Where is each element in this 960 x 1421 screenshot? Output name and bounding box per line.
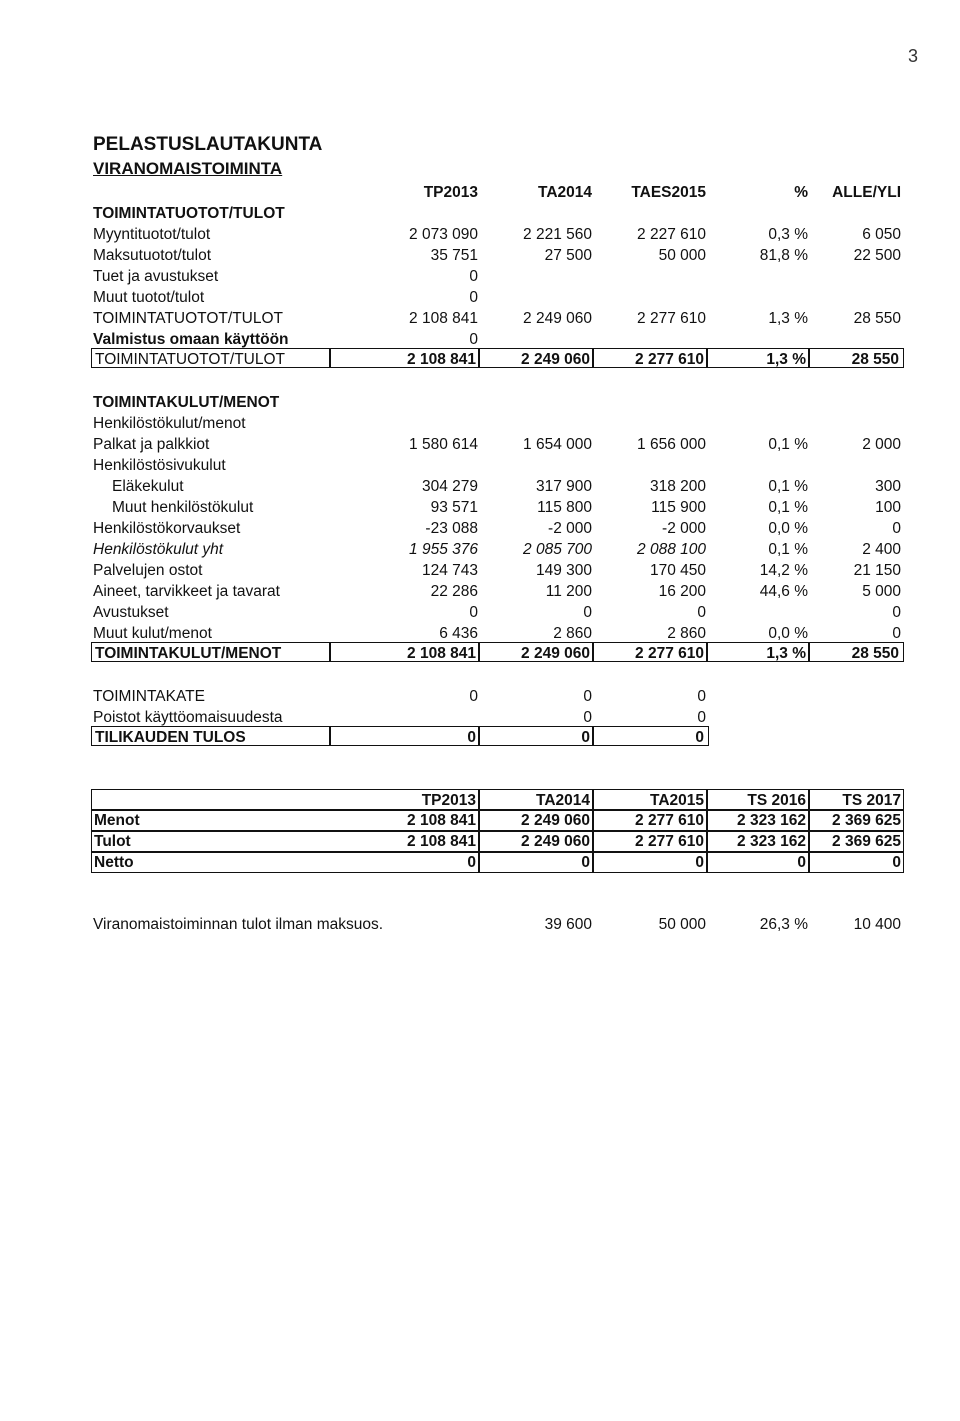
cell-alle-yli: 28 550 (851, 351, 899, 368)
col-header-tp2013: TP2013 (423, 184, 478, 201)
cell-tp2013: 2 108 841 (407, 812, 476, 829)
cell-divider (329, 348, 331, 368)
cell-tp2013: 2 073 090 (409, 226, 478, 243)
cell-alle-yli: 5 000 (862, 583, 901, 600)
row-label: Henkilöstösivukulut (93, 457, 226, 474)
cell-alle-yli: 6 050 (862, 226, 901, 243)
cell-divider (808, 642, 810, 662)
cell-tp2013: 0 (469, 604, 478, 621)
cell-tp2013: 1 580 614 (409, 436, 478, 453)
cell-tp2013: 0 (467, 729, 476, 746)
cell-alle-yli: 28 550 (851, 645, 899, 662)
cell-tp2013: 22 286 (430, 583, 478, 600)
page-title: PELASTUSLAUTAKUNTA (93, 134, 323, 155)
page-subtitle: VIRANOMAISTOIMINTA (93, 159, 283, 178)
cell-ta2014: 0 (583, 709, 592, 726)
income-heading: TOIMINTATUOTOT/TULOT (93, 205, 285, 222)
cell-percent: 0,1 % (768, 436, 808, 453)
cell-tp2013: 0 (469, 268, 478, 285)
row-label: Aineet, tarvikkeet ja tavarat (93, 583, 280, 600)
col-header-taes2015: TAES2015 (631, 184, 706, 201)
cell-taes2015: 2 860 (667, 625, 706, 642)
cell-taes2015: 2 088 100 (637, 541, 706, 558)
cell-divider (329, 726, 331, 746)
cell-divider (592, 348, 594, 368)
row-label: Palkat ja palkkiot (93, 436, 210, 453)
cell-ta2014: 27 500 (544, 247, 592, 264)
cell-tp2013: 0 (467, 854, 476, 871)
row-label: Poistot käyttöomaisuudesta (93, 709, 283, 726)
cell-ta2014: 2 860 (553, 625, 592, 642)
cell-taes2015: 0 (697, 688, 706, 705)
row-label: Muut henkilöstökulut (112, 499, 254, 516)
cell-alle-yli: 100 (875, 499, 901, 516)
cell-divider (329, 642, 331, 662)
cell-tp2013: 0 (469, 331, 478, 348)
summary-col-tp2013: TP2013 (421, 792, 476, 809)
row-label: Tulot (94, 833, 131, 850)
cell-taes2015: 2 277 610 (635, 351, 704, 368)
cell-taes2015: 1 656 000 (637, 436, 706, 453)
cell-divider (706, 642, 708, 662)
cell-ta2014: 2 249 060 (521, 812, 590, 829)
cell-ta2014: 2 249 060 (521, 645, 590, 662)
grid-line (91, 830, 904, 832)
cell-tp2013: 2 108 841 (409, 310, 478, 327)
grid-line (706, 789, 708, 873)
cell-alle-yli: 22 500 (853, 247, 901, 264)
cell-tp2013: 2 108 841 (407, 351, 476, 368)
footer-value-ta2014: 39 600 (544, 916, 592, 933)
row-label: Muut tuotot/tulot (93, 289, 205, 306)
cell-tp2013: 2 108 841 (407, 645, 476, 662)
grid-line (91, 851, 904, 853)
row-label: TOIMINTAKATE (93, 688, 205, 705)
cell-percent: 1,3 % (766, 645, 806, 662)
cell-alle-yli: 21 150 (853, 562, 901, 579)
grid-line (808, 789, 810, 873)
cell-tp2013: 0 (469, 688, 478, 705)
cell-divider (706, 348, 708, 368)
cell-divider (478, 726, 480, 746)
row-label: Palvelujen ostot (93, 562, 203, 579)
grid-line (592, 789, 594, 873)
cell-ta2014: 2 221 560 (523, 226, 592, 243)
cell-percent: 0,1 % (768, 541, 808, 558)
cell-alle-yli: 2 000 (862, 436, 901, 453)
summary-col-ts2017: TS 2017 (842, 792, 901, 809)
cell-taes2015: 318 200 (649, 478, 706, 495)
cell-ta2015: 0 (695, 854, 704, 871)
cell-ta2014: 0 (583, 688, 592, 705)
cell-percent: 44,6 % (759, 583, 808, 600)
row-label: Muut kulut/menot (93, 625, 212, 642)
cell-tp2013: 93 571 (430, 499, 478, 516)
footer-value-percent: 26,3 % (759, 916, 808, 933)
cell-ta2014: 11 200 (545, 583, 592, 600)
cell-divider (478, 642, 480, 662)
cell-taes2015: 170 450 (649, 562, 706, 579)
cell-alle-yli: 0 (892, 625, 901, 642)
cell-tp2013: 1 955 376 (409, 541, 478, 558)
row-label: Menot (94, 812, 140, 829)
cell-tp2013: 304 279 (421, 478, 478, 495)
cell-taes2015: 115 900 (651, 499, 706, 516)
cell-alle-yli: 2 400 (862, 541, 901, 558)
cell-ts2017: 2 369 625 (832, 833, 901, 850)
cell-tp2013: -23 088 (425, 520, 478, 537)
cell-ta2014: 149 300 (535, 562, 592, 579)
row-label: Tuet ja avustukset (93, 268, 219, 285)
cell-divider (808, 348, 810, 368)
cell-taes2015: 2 227 610 (637, 226, 706, 243)
cell-ts2016: 2 323 162 (737, 833, 806, 850)
cell-percent: 81,8 % (759, 247, 808, 264)
cell-ta2014: -2 000 (548, 520, 592, 537)
cell-percent: 0,1 % (768, 499, 808, 516)
row-label: Avustukset (93, 604, 169, 621)
cell-alle-yli: 0 (892, 520, 901, 537)
col-header-alle-yli: ALLE/YLI (832, 184, 901, 201)
cell-tp2013: 2 108 841 (407, 833, 476, 850)
cell-ta2014: 0 (583, 604, 592, 621)
cell-taes2015: 50 000 (658, 247, 706, 264)
row-label: Henkilöstökulut yht (93, 541, 224, 558)
cell-ts2017: 2 369 625 (832, 812, 901, 829)
cell-ta2014: 2 249 060 (521, 833, 590, 850)
cell-percent: 0,3 % (768, 226, 808, 243)
cell-percent: 0,0 % (768, 625, 808, 642)
cell-ta2014: 317 900 (535, 478, 592, 495)
cell-percent: 1,3 % (768, 310, 808, 327)
cell-ts2017: 0 (892, 854, 901, 871)
row-label: Maksutuotot/tulot (93, 247, 212, 264)
row-label: TILIKAUDEN TULOS (95, 729, 246, 746)
row-label: Myyntituotot/tulot (93, 226, 211, 243)
cell-ta2014: 0 (581, 854, 590, 871)
cell-ta2014: 1 654 000 (523, 436, 592, 453)
summary-col-ta2015: TA2015 (650, 792, 704, 809)
cell-ts2016: 2 323 162 (737, 812, 806, 829)
footer-value-taes2015: 50 000 (658, 916, 706, 933)
cell-tp2013: 35 751 (430, 247, 478, 264)
col-header-ta2014: TA2014 (538, 184, 592, 201)
cell-taes2015: 2 277 610 (637, 310, 706, 327)
summary-col-ta2014: TA2014 (536, 792, 590, 809)
footer-value-alle-yli: 10 400 (853, 916, 901, 933)
grid-line (478, 789, 480, 873)
cell-ta2015: 2 277 610 (635, 812, 704, 829)
cell-ta2014: 2 249 060 (521, 351, 590, 368)
cell-percent: 0,1 % (768, 478, 808, 495)
cell-ta2014: 2 085 700 (523, 541, 592, 558)
cell-taes2015: 0 (697, 604, 706, 621)
row-label: TOIMINTATUOTOT/TULOT (95, 351, 286, 368)
row-label: Henkilöstökorvaukset (93, 520, 241, 537)
cell-alle-yli: 0 (892, 604, 901, 621)
cell-divider (592, 642, 594, 662)
cell-alle-yli: 300 (875, 478, 901, 495)
cell-taes2015: 0 (697, 709, 706, 726)
cell-tp2013: 6 436 (439, 625, 478, 642)
cell-ta2014: 0 (581, 729, 590, 746)
footer-label: Viranomaistoiminnan tulot ilman maksuos. (93, 916, 384, 933)
row-label: TOIMINTAKULUT/MENOT (95, 645, 282, 662)
expenses-heading: TOIMINTAKULUT/MENOT (93, 394, 280, 411)
cell-ta2014: 2 249 060 (523, 310, 592, 327)
cell-percent: 14,2 % (759, 562, 808, 579)
row-label: TOIMINTATUOTOT/TULOT (93, 310, 284, 327)
cell-percent: 0,0 % (768, 520, 808, 537)
cell-percent: 1,3 % (766, 351, 806, 368)
page-number: 3 (908, 46, 919, 66)
cell-ta2015: 2 277 610 (635, 833, 704, 850)
col-header-percent: % (794, 184, 808, 201)
cell-divider (478, 348, 480, 368)
cell-taes2015: 16 200 (658, 583, 706, 600)
cell-tp2013: 124 743 (421, 562, 478, 579)
cell-taes2015: 0 (695, 729, 704, 746)
grid-line (91, 809, 904, 811)
row-label: Valmistus omaan käyttöön (93, 331, 289, 348)
cell-taes2015: -2 000 (662, 520, 706, 537)
cell-tp2013: 0 (469, 289, 478, 306)
cell-taes2015: 2 277 610 (635, 645, 704, 662)
row-label: Henkilöstökulut/menot (93, 415, 246, 432)
row-label: Netto (94, 854, 134, 871)
cell-ta2014: 115 800 (537, 499, 592, 516)
summary-col-ts2016: TS 2016 (747, 792, 806, 809)
row-label: Eläkekulut (112, 478, 184, 495)
cell-divider (592, 726, 594, 746)
cell-alle-yli: 28 550 (853, 310, 901, 327)
cell-ts2016: 0 (797, 854, 806, 871)
